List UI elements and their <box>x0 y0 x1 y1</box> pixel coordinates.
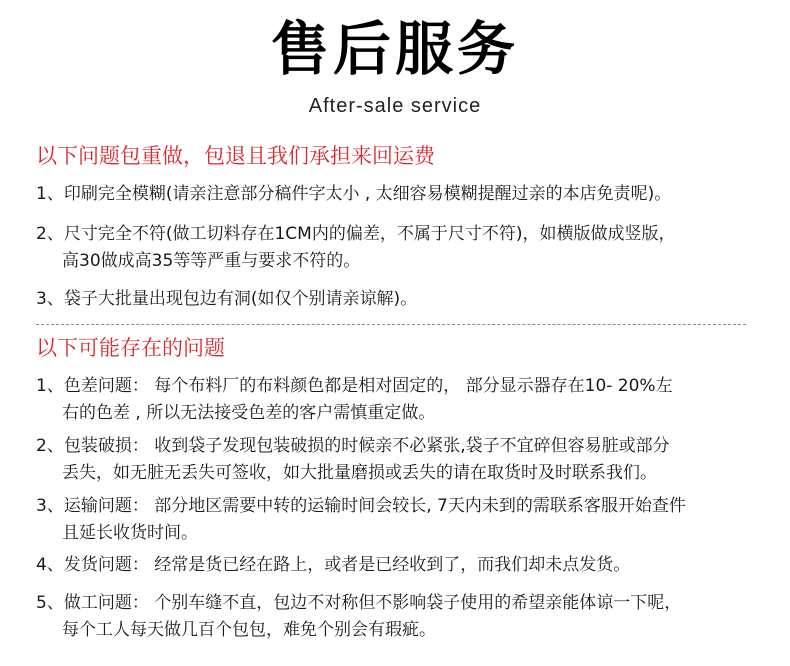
list-item <box>36 221 756 275</box>
item-text-continued: 高30做成高35等等严重与要求不符的。 <box>62 251 361 271</box>
item-text-continued: 且延长收货时间。 <box>62 523 198 543</box>
list-item <box>36 286 756 313</box>
item-text: 尺寸完全不符(做工切料存在1CM内的偏差，不属于尺寸不符)，如横版做成竖版， <box>63 224 676 244</box>
list-item <box>36 181 756 208</box>
item-text: 做工问题： 个别车缝不直，包边不对称但不影响袋子使用的希望亲能体谅一下呢， <box>63 593 682 613</box>
list-item <box>36 373 756 427</box>
section-heading-guarantee: 以下问题包重做，包退且我们承担来回运费 <box>36 144 435 168</box>
item-text: 袋子大批量出现包边有洞(如仅个别请亲谅解)。 <box>63 289 418 309</box>
item-text-continued: 右的色差 , 所以无法接受色差的客户需慎重定做。 <box>62 403 436 423</box>
item-number: 3、 <box>36 289 64 309</box>
item-number: 2、 <box>36 224 64 244</box>
item-text: 运输问题： 部分地区需要中转的运输时间会较长, 7天内未到的需联系客服开始查件 <box>63 496 686 516</box>
item-text: 色差问题： 每个布料厂的布料颜色都是相对固定的， 部分显示器存在10- 20%左 <box>63 376 673 396</box>
item-text: 包装破损： 收到袋子发现包装破损的时候亲不必紧张,袋子不宜碎但容易脏或部分 <box>63 436 670 456</box>
page-subtitle: After-sale service <box>308 95 482 117</box>
item-text: 印刷完全模糊(请亲注意部分稿件字太小 , 太细容易模糊提醒过亲的本店免责呢)。 <box>63 184 672 204</box>
list-item <box>36 552 756 579</box>
item-text-continued: 丢失，如无脏无丢失可签收，如大批量磨损或丢失的请在取货时及时联系我们。 <box>62 463 657 483</box>
list-item <box>36 590 756 644</box>
item-number: 2、 <box>36 436 64 456</box>
item-number: 3、 <box>36 496 64 516</box>
item-text-continued: 每个工人每天做几百个包包，难免个别会有瑕疵。 <box>62 620 436 640</box>
item-number: 5、 <box>36 593 64 613</box>
list-item <box>36 433 756 487</box>
item-number: 4、 <box>36 555 64 575</box>
item-number: 1、 <box>36 376 64 396</box>
dashed-divider <box>36 324 746 325</box>
item-text: 发货问题： 经常是货已经在路上，或者是已经收到了，而我们却未点发货。 <box>63 555 631 575</box>
page-title: 售后服务 <box>270 15 519 83</box>
list-item <box>36 493 756 547</box>
section-heading-possible-issues: 以下可能存在的问题 <box>36 336 225 360</box>
item-number: 1、 <box>36 184 64 204</box>
